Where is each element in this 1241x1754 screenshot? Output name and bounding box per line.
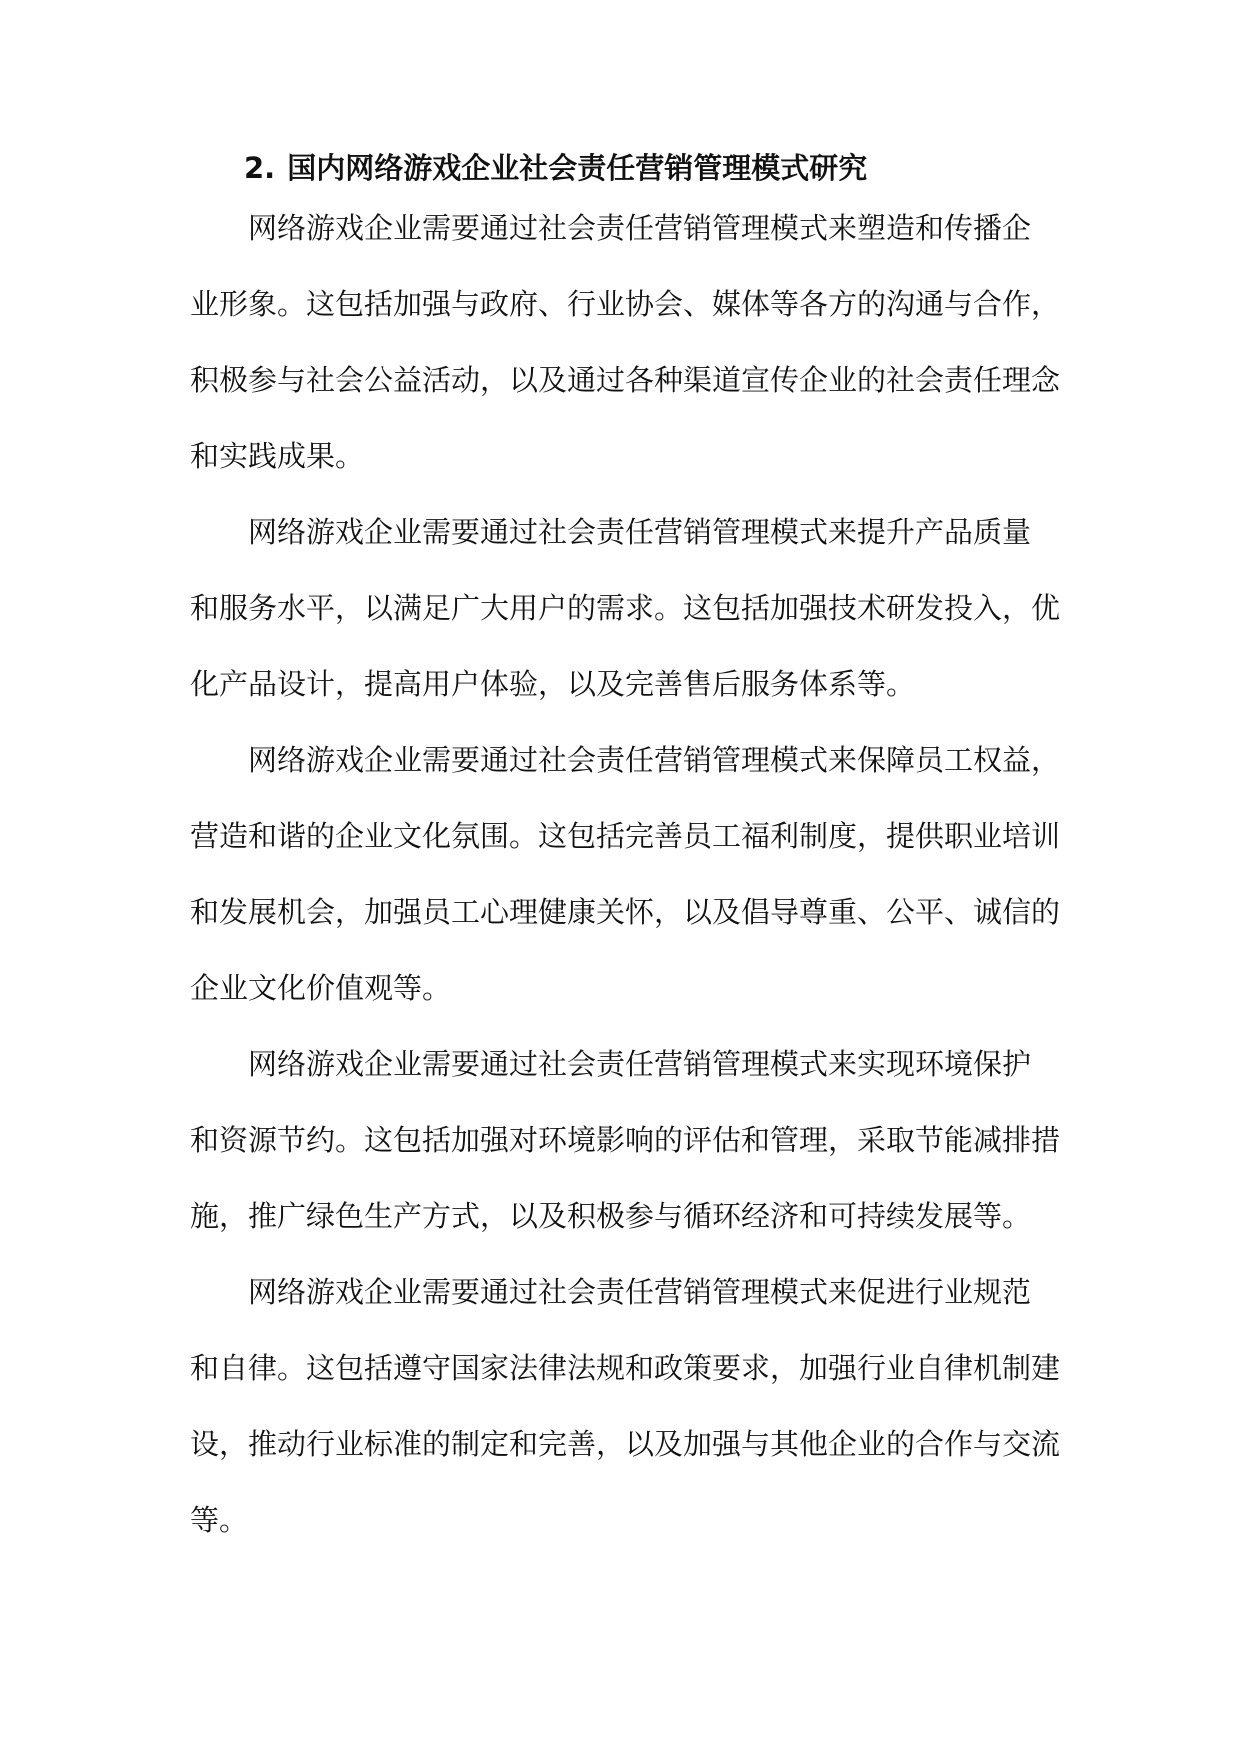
paragraph-environment [190, 1026, 1070, 1254]
section-title: 国内网络游戏企业社会责任营销管理模式研究 [287, 151, 868, 185]
paragraph-line: 设，推动行业标准的制定和完善，以及加强与其他企业的合作与交流 [190, 1427, 1061, 1461]
paragraph-line: 和资源节约。这包括加强对环境影响的评估和管理，采取节能减排措 [190, 1123, 1061, 1157]
paragraph-line: 和发展机会，加强员工心理健康关怀，以及倡导尊重、公平、诚信的 [190, 895, 1061, 929]
paragraph-employee-rights [190, 722, 1070, 1026]
paragraph-line: 等。 [190, 1503, 249, 1537]
paragraph-line: 网络游戏企业需要通过社会责任营销管理模式来保障员工权益， [248, 743, 1061, 777]
paragraph-line: 和服务水平，以满足广大用户的需求。这包括加强技术研发投入，优 [190, 591, 1061, 625]
paragraph-line: 网络游戏企业需要通过社会责任营销管理模式来塑造和传播企 [248, 211, 1032, 245]
section-number: 2. [244, 151, 276, 185]
paragraph-line: 和自律。这包括遵守国家法律法规和政策要求，加强行业自律机制建 [190, 1351, 1061, 1385]
paragraph-line: 业形象。这包括加强与政府、行业协会、媒体等各方的沟通与合作， [190, 287, 1061, 321]
paragraph-product-quality [190, 494, 1070, 722]
paragraph-line: 和实践成果。 [190, 439, 365, 473]
paragraph-brand-image [190, 190, 1070, 494]
paragraph-line: 营造和谐的企业文化氛围。这包括完善员工福利制度，提供职业培训 [190, 819, 1061, 853]
paragraph-line: 网络游戏企业需要通过社会责任营销管理模式来促进行业规范 [248, 1275, 1032, 1309]
paragraph-line: 施，推广绿色生产方式，以及积极参与循环经济和可持续发展等。 [190, 1199, 1032, 1233]
paragraph-line: 网络游戏企业需要通过社会责任营销管理模式来提升产品质量 [248, 515, 1032, 549]
section-heading [244, 148, 867, 188]
paragraph-line: 网络游戏企业需要通过社会责任营销管理模式来实现环境保护 [248, 1047, 1032, 1081]
paragraph-industry-norms [190, 1254, 1070, 1558]
paragraph-line: 企业文化价值观等。 [190, 971, 452, 1005]
paragraph-line: 化产品设计，提高用户体验，以及完善售后服务体系等。 [190, 667, 916, 701]
paragraph-line: 积极参与社会公益活动，以及通过各种渠道宣传企业的社会责任理念 [190, 363, 1061, 397]
